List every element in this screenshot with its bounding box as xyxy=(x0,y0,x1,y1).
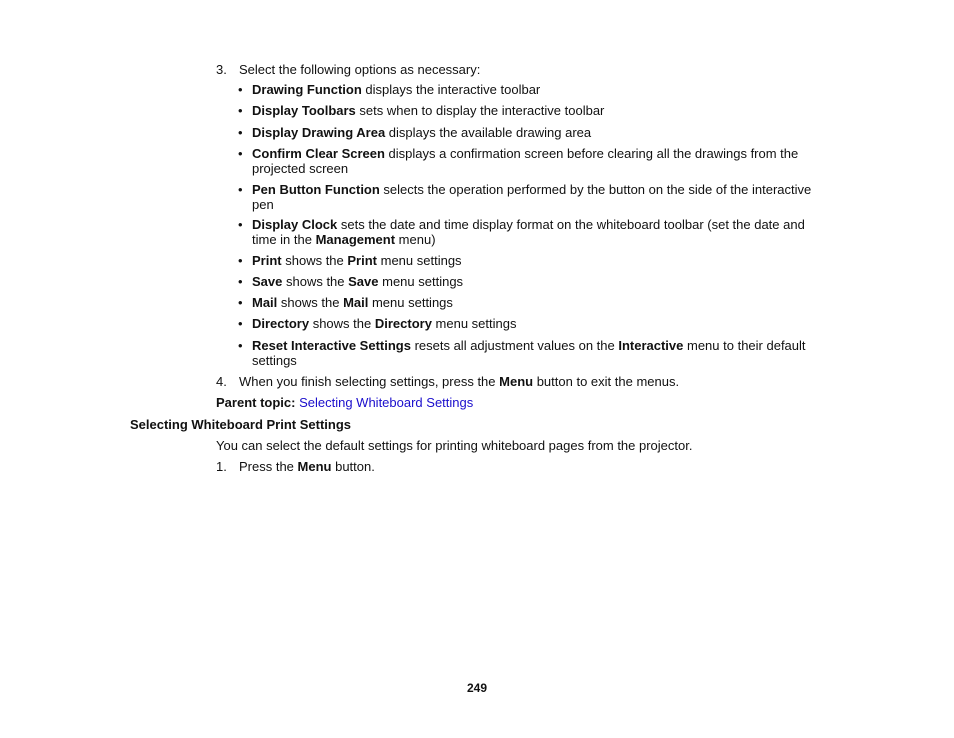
step-number: 4. xyxy=(216,374,227,389)
page-number: 249 xyxy=(466,681,488,695)
option-name: Confirm Clear Screen xyxy=(252,146,385,161)
menu-name: Interactive xyxy=(618,338,684,353)
bullet-glyph: • xyxy=(238,295,243,310)
option-name: Pen Button Function xyxy=(252,182,380,197)
list-item xyxy=(238,275,820,290)
section-heading: Selecting Whiteboard Print Settings xyxy=(130,417,352,432)
bullet-glyph: • xyxy=(238,82,243,97)
option-description: selects the operation performed by the button on the side of the interactive pen xyxy=(252,182,812,212)
bullet-glyph: • xyxy=(238,338,243,353)
menu-name: Management xyxy=(315,231,396,247)
parent-topic xyxy=(216,395,473,410)
menu-name: Print xyxy=(347,253,378,268)
bullet-glyph: • xyxy=(238,146,243,161)
list-item xyxy=(238,339,820,368)
list-item xyxy=(238,183,820,212)
option-description-end: menu to their default settings xyxy=(252,338,806,368)
bullet-glyph: • xyxy=(238,253,243,268)
list-item xyxy=(238,218,820,247)
option-description: displays the available drawing area xyxy=(385,125,592,140)
option-name: Mail xyxy=(252,295,278,310)
option-description-end: menu settings xyxy=(377,253,462,268)
bullet-glyph: • xyxy=(238,274,243,289)
list-item xyxy=(238,126,820,141)
option-name: Print xyxy=(252,253,282,268)
list-item xyxy=(238,296,820,311)
parent-topic-link[interactable]: Selecting Whiteboard Settings xyxy=(299,395,474,410)
option-name: Display Toolbars xyxy=(252,103,356,118)
option-name: Directory xyxy=(252,316,310,331)
option-description: shows the xyxy=(282,274,349,289)
option-description-end: menu settings xyxy=(378,274,464,289)
bullet-glyph: • xyxy=(238,217,243,232)
menu-button-name: Menu xyxy=(499,374,534,389)
step-text: When you finish selecting settings, press the xyxy=(239,374,500,389)
list-item xyxy=(238,317,820,332)
option-description: shows the xyxy=(309,316,375,331)
option-name: Reset Interactive Settings xyxy=(252,338,411,353)
parent-topic-label: Parent topic: xyxy=(216,395,296,410)
menu-name: Mail xyxy=(343,295,369,310)
menu-name: Save xyxy=(348,274,379,289)
option-description: sets the date and time display format on the whiteboard toolbar (set the date and time in the xyxy=(252,217,805,247)
option-description: shows the xyxy=(277,295,344,310)
step-number: 3. xyxy=(216,62,227,77)
option-name: Drawing Function xyxy=(252,82,362,97)
step-number: 1. xyxy=(216,459,227,474)
step-text-end: button. xyxy=(331,459,375,474)
bullet-glyph: • xyxy=(238,182,243,197)
list-item xyxy=(238,104,820,119)
list-item xyxy=(238,147,820,176)
option-description-end: menu settings xyxy=(431,316,517,331)
option-description: displays the interactive toolbar xyxy=(361,82,541,97)
step-text: Select the following options as necessary: xyxy=(239,62,481,77)
list-item xyxy=(238,254,820,269)
menu-name: Directory xyxy=(374,316,432,331)
bullet-glyph: • xyxy=(238,103,243,118)
bullet-glyph: • xyxy=(238,125,243,140)
option-description-end: menu) xyxy=(395,231,436,247)
step-text: Press the xyxy=(239,459,298,474)
option-description: shows the xyxy=(281,253,348,268)
list-item xyxy=(238,83,820,98)
option-description: displays a confirmation screen before clearing all the drawings from the projected screen xyxy=(252,146,799,176)
option-name: Display Drawing Area xyxy=(252,125,386,140)
option-name: Save xyxy=(252,274,283,289)
intro-paragraph: You can select the default settings for printing whiteboard pages from the projector. xyxy=(216,438,693,453)
option-description-end: menu settings xyxy=(368,295,453,310)
step-text-end: button to exit the menus. xyxy=(533,374,680,389)
menu-button-name: Menu xyxy=(297,459,332,474)
option-name: Display Clock xyxy=(252,217,338,232)
option-description: sets when to display the interactive toolbar xyxy=(355,103,605,118)
bullet-glyph: • xyxy=(238,316,243,331)
option-description: resets all adjustment values on the xyxy=(410,338,619,353)
